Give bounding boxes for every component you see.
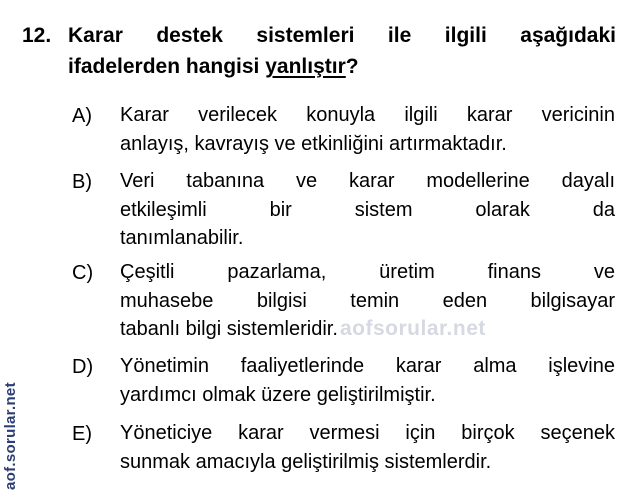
option-letter-e: E) (72, 423, 92, 445)
question-stem-suffix: ? (345, 55, 359, 78)
question-stem-line-2 (68, 51, 616, 82)
option-c-line-2: muhasebe bilgisi temin eden bilgisayar (120, 289, 615, 312)
option-text-e (120, 419, 615, 476)
option-letter-b: B) (72, 171, 92, 193)
watermark-side: aof.sorular.net (2, 382, 19, 490)
option-letter-a: A) (72, 105, 92, 127)
option-text-a (120, 101, 615, 158)
option-text-d (120, 352, 615, 409)
option-letter-d: D) (72, 356, 94, 378)
option-b-line-1: Veri tabanına ve karar modellerine dayalı (120, 170, 615, 192)
option-text-b (120, 167, 615, 253)
option-a-line-1: Karar verilecek konuyla ilgili karar vericinin (120, 104, 615, 126)
question-stem-prefix: ifadelerden hangisi (68, 55, 266, 78)
question-stem-line-1: Karar destek sistemleri ile ilgili aşağıdaki (68, 24, 616, 47)
option-e-line-1: Yöneticiye karar vermesi için birçok seçenek (120, 422, 615, 444)
option-b-line-2: etkileşimli bir sistem olarak da (120, 198, 615, 221)
option-d-line-1: Yönetimin faaliyetlerinde karar alma işlevine (120, 355, 615, 377)
option-b-line-3: tanımlanabilir. (120, 227, 244, 249)
option-c-line-1: Çeşitli pazarlama, üretim finans ve (120, 261, 615, 283)
option-a-line-2: anlayış, kavrayış ve etkinliğini artırmaktadır. (120, 132, 507, 155)
question-number: 12. (22, 24, 52, 47)
option-d-line-2: yardımcı olmak üzere geliştirilmiştir. (120, 383, 436, 406)
option-c-line-3: tabanlı bilgi sistemleridir. (120, 318, 338, 340)
question-stem (68, 20, 616, 82)
option-letter-c: C) (72, 262, 94, 284)
watermark-center: aofsorular.net (340, 317, 486, 340)
question-stem-emphasis: yanlıştır (265, 55, 346, 78)
option-e-line-2: sunmak amacıyla geliştirilmiş sistemlerdir. (120, 450, 492, 473)
